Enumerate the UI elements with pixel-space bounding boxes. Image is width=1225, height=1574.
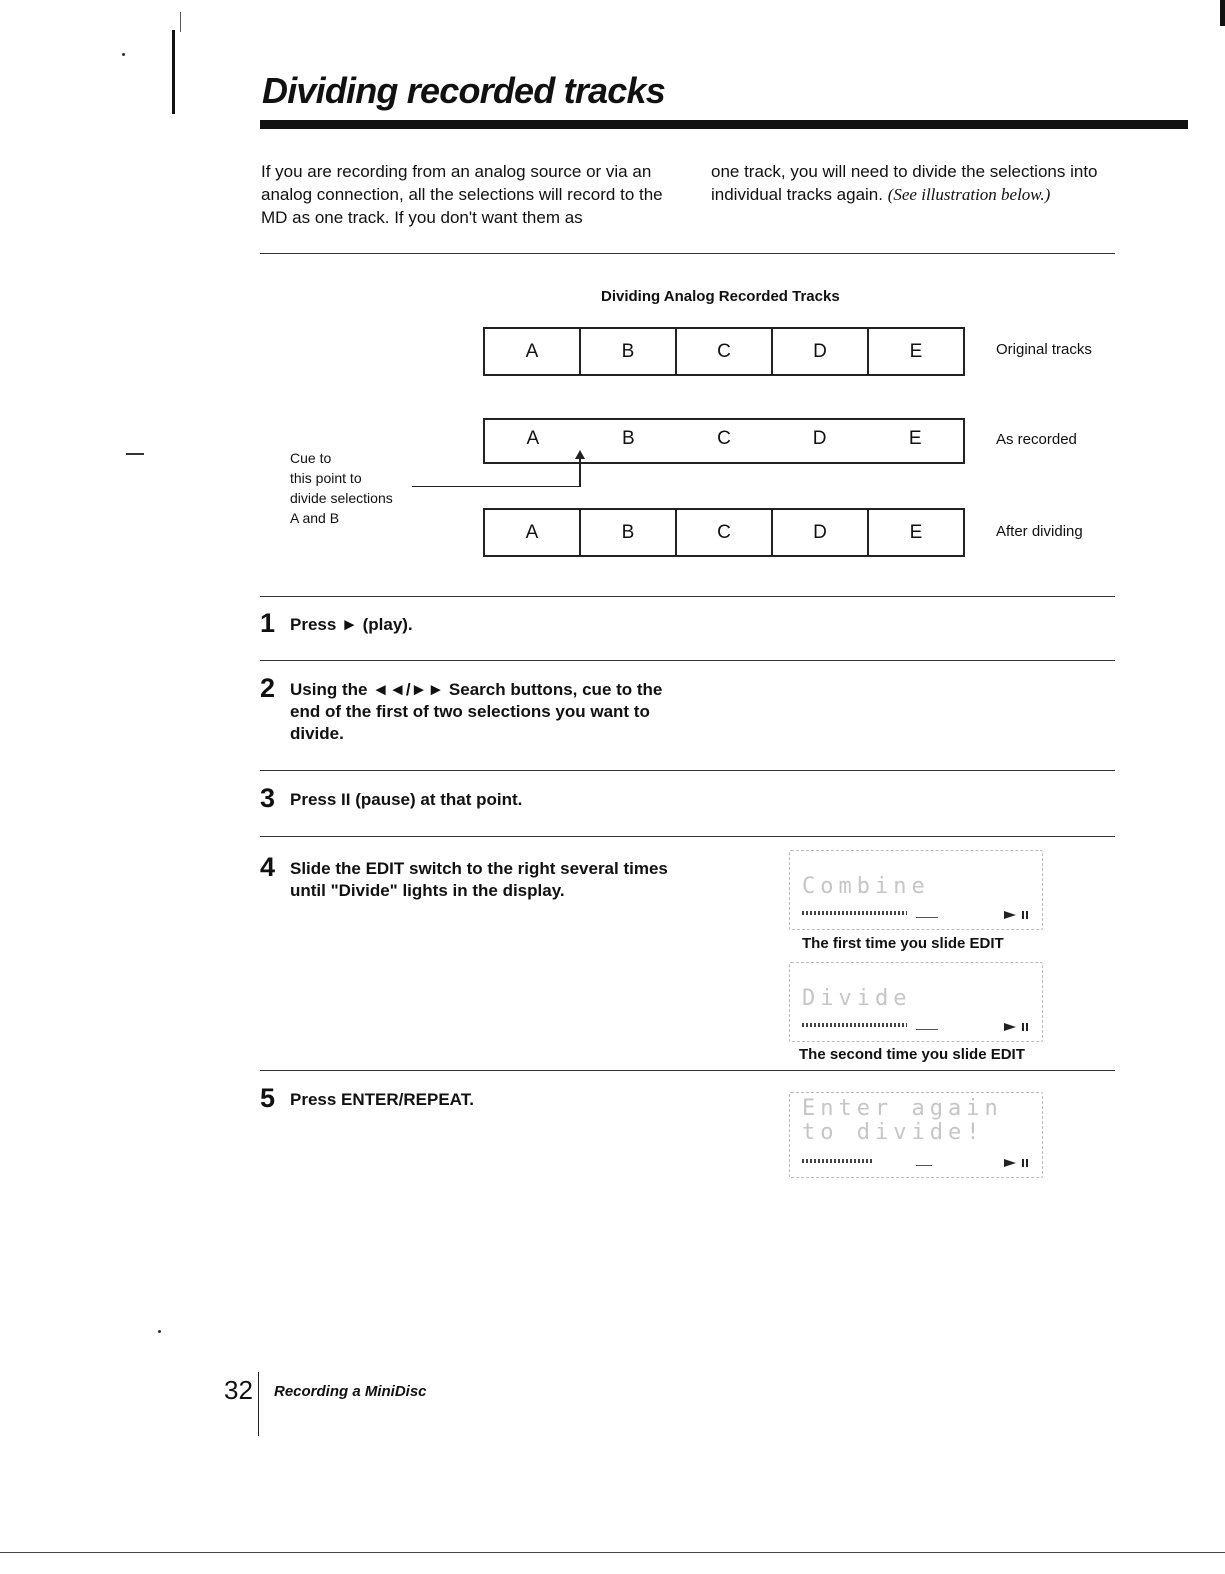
lcd-display-combine bbox=[789, 850, 1043, 930]
section-divider bbox=[260, 596, 1115, 597]
illustration-reference: (See illustration below.) bbox=[887, 185, 1051, 204]
track-cell: D bbox=[771, 329, 867, 374]
track-cell: E bbox=[867, 329, 963, 374]
page-title: Dividing recorded tracks bbox=[262, 70, 665, 111]
title-rule bbox=[260, 120, 1188, 129]
section-name: Recording a MiniDisc bbox=[274, 1383, 427, 1400]
step-number: 5 bbox=[260, 1083, 276, 1113]
lcd-display-divide bbox=[789, 962, 1043, 1042]
scan-speck bbox=[122, 53, 125, 56]
pause-icon bbox=[1022, 911, 1028, 919]
cue-label-line: this point to bbox=[290, 470, 362, 486]
play-icon bbox=[1004, 911, 1016, 919]
play-icon bbox=[1004, 1159, 1016, 1167]
lcd-text: Enter again to divide! bbox=[802, 1096, 1003, 1145]
level-meter-icon bbox=[802, 911, 907, 915]
page-number: 32 bbox=[224, 1375, 253, 1405]
lcd-caption: The first time you slide EDIT bbox=[802, 935, 1004, 952]
original-tracks-row bbox=[483, 327, 965, 376]
footer-divider bbox=[258, 1372, 259, 1436]
step-text: Press ENTER/REPEAT. bbox=[290, 1090, 474, 1109]
page-bottom-edge bbox=[0, 1552, 1225, 1553]
as-recorded-row bbox=[483, 418, 965, 464]
scan-speck bbox=[158, 1330, 161, 1333]
step-number: 3 bbox=[260, 783, 276, 813]
track-cell: D bbox=[812, 428, 827, 449]
track-cell: B bbox=[622, 428, 635, 449]
lcd-dash bbox=[916, 1165, 932, 1166]
cue-point-label bbox=[290, 448, 430, 528]
pause-icon bbox=[1022, 1023, 1028, 1031]
cue-arrow-icon bbox=[575, 450, 585, 459]
lcd-caption: The second time you slide EDIT bbox=[799, 1046, 1025, 1063]
step-text: Slide the EDIT switch to the right several times until "Divide" lights in the display. bbox=[290, 859, 668, 900]
diagram-title: Dividing Analog Recorded Tracks bbox=[601, 288, 840, 305]
track-cell: B bbox=[579, 510, 675, 555]
intro-left: If you are recording from an analog source or via an analog connection, all the selections will record to the MD as one track. If you don't want them as bbox=[261, 162, 663, 227]
original-tracks-label: Original tracks bbox=[996, 341, 1092, 358]
lcd-display-enter-again bbox=[789, 1092, 1043, 1178]
track-cell: E bbox=[867, 510, 963, 555]
lcd-dash bbox=[916, 917, 938, 918]
corner-mark bbox=[1220, 0, 1225, 26]
after-dividing-label: After dividing bbox=[996, 523, 1083, 540]
cue-label-line: divide selections bbox=[290, 490, 393, 506]
track-cell: A bbox=[525, 340, 539, 362]
cue-label-line: Cue to bbox=[290, 450, 332, 466]
step-number: 2 bbox=[260, 673, 276, 703]
margin-tick bbox=[180, 12, 181, 32]
after-dividing-row bbox=[483, 508, 965, 557]
step-divider bbox=[260, 1070, 1115, 1071]
track-cell: C bbox=[717, 428, 731, 449]
step-text: Press II (pause) at that point. bbox=[290, 790, 523, 809]
pause-icon bbox=[1022, 1159, 1028, 1167]
step-divider bbox=[260, 770, 1115, 771]
track-cell: C bbox=[675, 329, 771, 374]
track-cell: E bbox=[908, 428, 922, 449]
lcd-text: Combine bbox=[802, 874, 930, 899]
cue-label-line: A and B bbox=[290, 510, 340, 526]
step-text: Using the ◄◄/►► Search buttons, cue to the end of the first of two selections you want to divide. bbox=[290, 680, 663, 743]
level-meter-icon bbox=[802, 1159, 872, 1163]
cue-leader-line bbox=[412, 486, 579, 487]
step-number: 4 bbox=[260, 852, 276, 882]
step-number: 1 bbox=[260, 608, 276, 638]
play-icon bbox=[1004, 1023, 1016, 1031]
track-cell: D bbox=[771, 510, 867, 555]
intro-right bbox=[711, 160, 1121, 206]
step-divider bbox=[260, 660, 1115, 661]
intro-right-text: one track, you will need to divide the selections into individual tracks again. bbox=[711, 162, 1098, 204]
section-divider bbox=[260, 253, 1115, 254]
step-text: Press ► (play). bbox=[290, 615, 413, 634]
track-cell: C bbox=[675, 510, 771, 555]
level-meter-icon bbox=[802, 1023, 907, 1027]
margin-bar bbox=[172, 30, 175, 114]
margin-dash bbox=[126, 453, 144, 455]
lcd-dash bbox=[916, 1029, 938, 1030]
lcd-text: Divide bbox=[802, 986, 912, 1011]
as-recorded-label: As recorded bbox=[996, 431, 1077, 448]
step-divider bbox=[260, 836, 1115, 837]
track-cell: B bbox=[579, 329, 675, 374]
track-cell: A bbox=[526, 428, 540, 449]
track-cell: A bbox=[525, 521, 539, 543]
